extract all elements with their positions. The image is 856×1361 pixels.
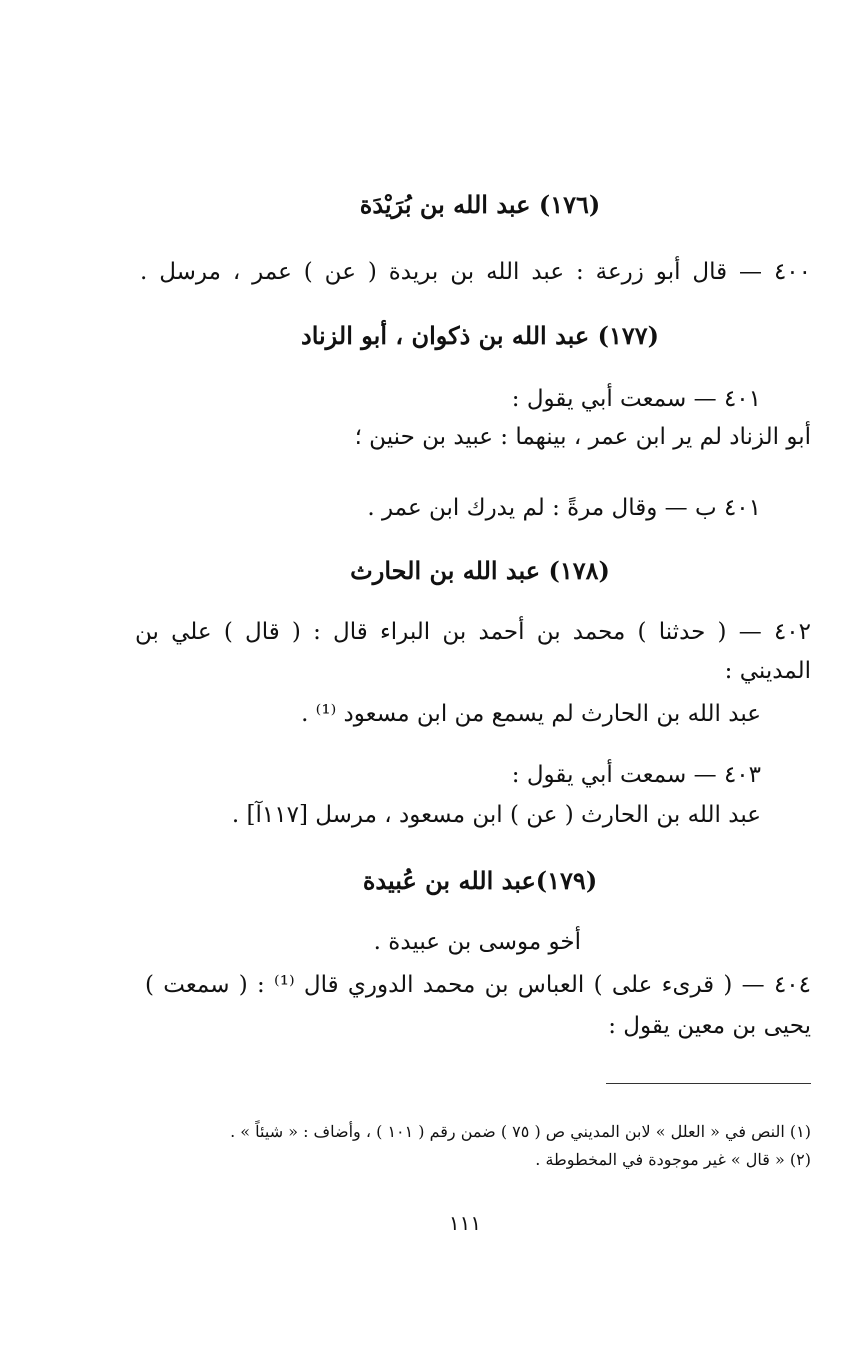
footnote-2: (٢) « قال » غير موجودة في المخطوطة . [535,1150,811,1169]
page-number: ١١١ [448,1211,482,1235]
heading-176: (١٧٦) عبد الله بن بُرَيْدَة [359,190,601,219]
entry-402-line2: المديني : [724,658,811,684]
entry-401b: ٤٠١ ب — وقال مرةً : لم يدرك ابن عمر . [367,495,761,521]
entry-404-line2: يحيى بن معين يقول : [608,1013,811,1039]
entry-403-intro: ٤٠٣ — سمعت أبي يقول : [511,762,761,788]
heading-177: (١٧٧) عبد الله بن ذكوان ، أبو الزناد [301,321,659,350]
entry-404-line1: ٤٠٤ — ( قرىء على ) العباس بن محمد الدوري قال ⁽¹⁾ : ( سمعت ) [145,972,811,998]
heading-179: (١٧٩)عبد الله بن عُبيدة [362,866,598,895]
entry-400: ٤٠٠ — قال أبو زرعة : عبد الله بن بريدة ( عن ) عمر ، مرسل . [140,259,811,285]
entry-401-intro: ٤٠١ — سمعت أبي يقول : [511,386,761,412]
footnote-divider [606,1083,811,1084]
entry-179-note: أخو موسى بن عبيدة . [373,929,581,955]
entry-401-text: أبو الزناد لم ير ابن عمر ، بينهما : عبيد بن حنين ؛ [354,424,811,450]
entry-402-line1: ٤٠٢ — ( حدثنا ) محمد بن أحمد بن البراء قال : ( قال ) علي بن [135,619,811,645]
footnote-1: (١) النص في « العلل » لابن المديني ص ( ٧٥ ) ضمن رقم ( ١٠١ ) ، وأضاف : « شيئاً » . [230,1122,811,1141]
entry-403-text: عبد الله بن الحارث ( عن ) ابن مسعود ، مرسل [١١٧آ] . [231,802,761,828]
heading-178: (١٧٨) عبد الله بن الحارث [350,556,610,585]
entry-402-line3: عبد الله بن الحارث لم يسمع من ابن مسعود ⁽¹⁾ . [301,701,761,727]
